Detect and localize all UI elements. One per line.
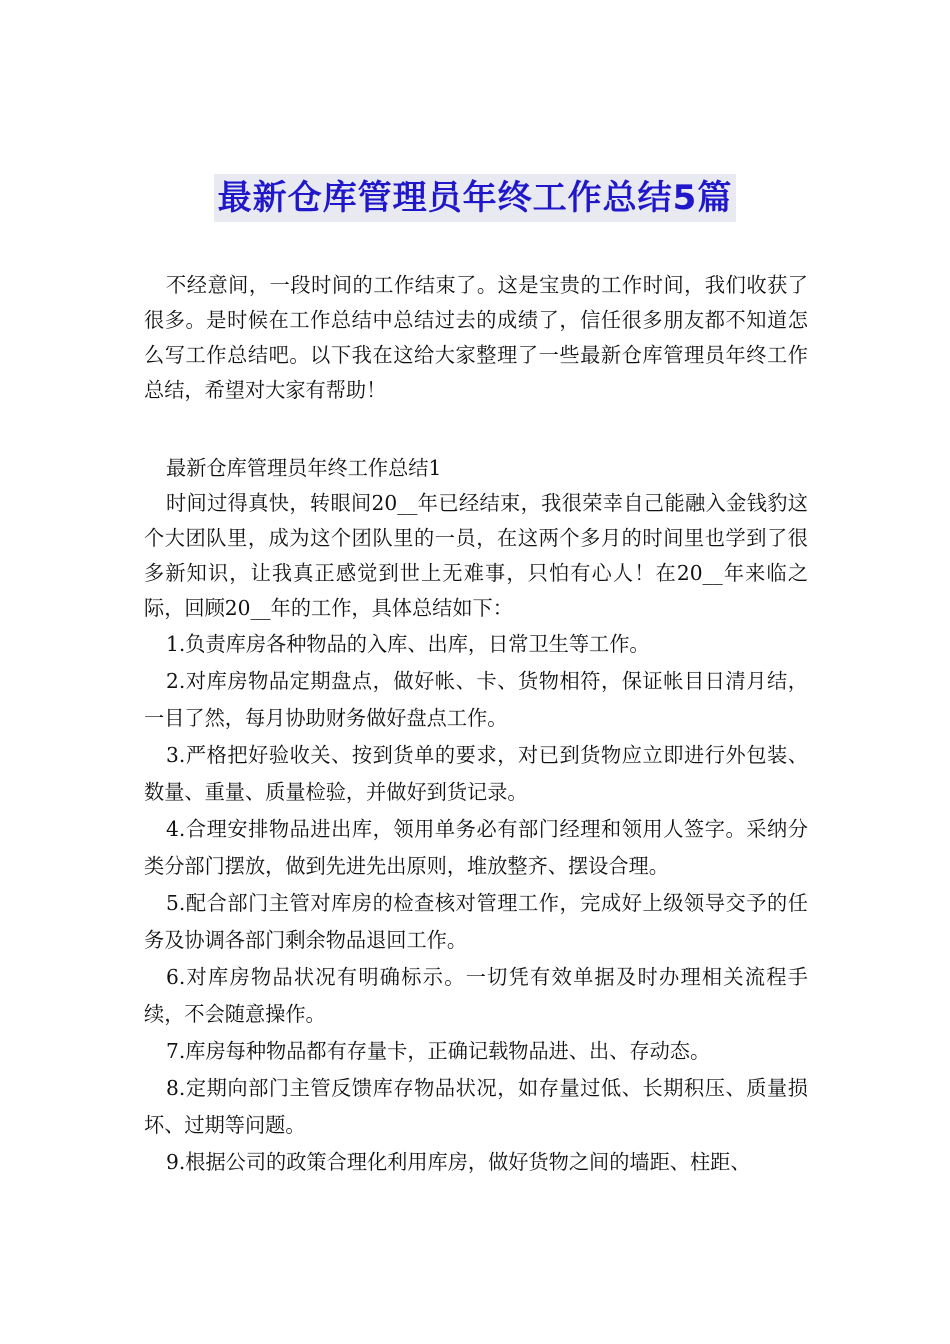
title-container bbox=[0, 174, 950, 222]
list-item: 4.合理安排物品进出库，领用单务必有部门经理和领用人签字。采纳分类分部门摆放，做到先进先出原则，堆放整齐、摆设合理。 bbox=[144, 817, 808, 878]
list-item: 1.负责库房各种物品的入库、出库，日常卫生等工作。 bbox=[166, 632, 650, 656]
list-item: 3.严格把好验收关、按到货单的要求，对已到货物应立即进行外包装、数量、重量、质量检验，并做好到货记录。 bbox=[144, 743, 808, 804]
list-item: 2.对库房物品定期盘点，做好帐、卡、货物相符，保证帐目日清月结，一目了然，每月协助财务做好盘点工作。 bbox=[144, 669, 808, 730]
paragraph-spacer bbox=[144, 408, 808, 450]
section-heading: 最新仓库管理员年终工作总结1 bbox=[166, 456, 442, 480]
list-item: 9.根据公司的政策合理化利用库房，做好货物之间的墙距、柱距、 bbox=[166, 1150, 751, 1174]
document-body bbox=[144, 268, 808, 1181]
list-item: 7.库房每种物品都有存量卡，正确记载物品进、出、存动态。 bbox=[166, 1039, 711, 1063]
list-item: 5.配合部门主管对库房的检查核对管理工作，完成好上级领导交予的任务及协调各部门剩余物品退回工作。 bbox=[144, 891, 808, 952]
list-item: 8.定期向部门主管反馈库存物品状况，如存量过低、长期积压、质量损坏、过期等问题。 bbox=[144, 1076, 808, 1137]
document-title: 最新仓库管理员年终工作总结5篇 bbox=[214, 174, 737, 222]
section-paragraph: 时间过得真快，转眼间20__年已经结束，我很荣幸自己能融入金钱豹这个大团队里，成为这个团队里的一员，在这两个多月的时间里也学到了很多新知识，让我真正感觉到世上无难事，只怕有心人！在20__年来临之际，回顾20__年的工作，具体总结如下： bbox=[144, 491, 808, 620]
list-item: 6.对库房物品状况有明确标示。一切凭有效单据及时办理相关流程手续，不会随意操作。 bbox=[144, 965, 808, 1026]
intro-paragraph: 不经意间，一段时间的工作结束了。这是宝贵的工作时间，我们收获了很多。是时候在工作总结中总结过去的成绩了，信任很多朋友都不知道怎么写工作总结吧。以下我在这给大家整理了一些最新仓库管理员年终工作总结，希望对大家有帮助！ bbox=[144, 273, 808, 402]
